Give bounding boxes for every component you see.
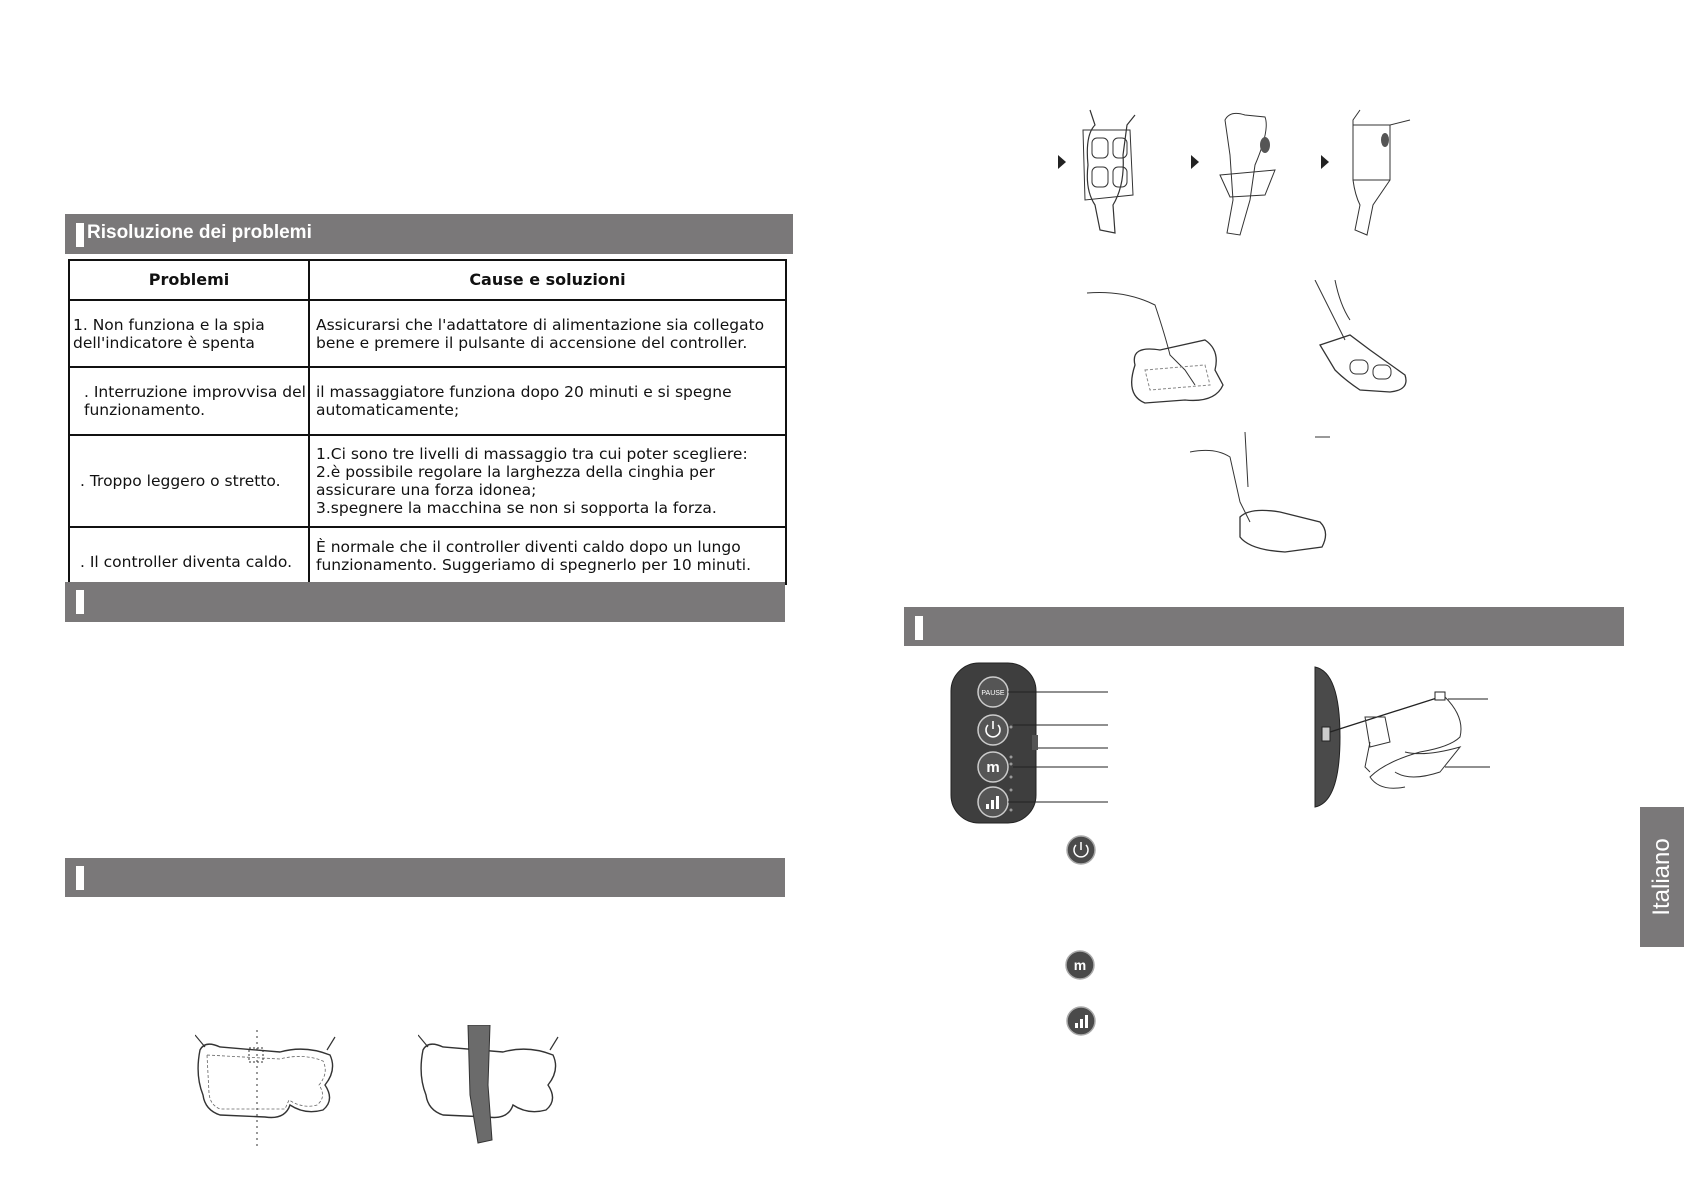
power-icon xyxy=(1065,834,1097,866)
table-header-row xyxy=(69,260,786,300)
troubleshooting-table xyxy=(68,259,787,585)
language-tab xyxy=(1640,807,1684,947)
problem-cell: . Il controller diventa caldo. xyxy=(69,527,309,584)
solution-cell: il massaggiatore funziona dopo 20 minuti e si spegne automaticamente; xyxy=(309,367,786,435)
section-bar-controller xyxy=(904,607,1624,646)
problem-cell: . Troppo leggero o stretto. xyxy=(69,435,309,527)
header-solutions: Cause e soluzioni xyxy=(309,260,786,300)
pause-button-label: PAUSE xyxy=(981,690,1005,697)
foot-wrap-illustration-1 xyxy=(1085,285,1225,410)
controller-front-illustration xyxy=(948,660,1118,825)
section-marker xyxy=(76,223,84,247)
header-problems: Problemi xyxy=(69,260,309,300)
solution-cell: Assicurarsi che l'adattatore di alimentazione sia collegato bene e premere il pulsante di accensione del controller. xyxy=(309,300,786,367)
section-bar-2 xyxy=(65,582,785,622)
mode-icon xyxy=(1064,949,1096,981)
troubleshooting-section-bar xyxy=(65,214,793,254)
table-row xyxy=(69,527,786,584)
mode-button-label: m xyxy=(986,759,1000,776)
wrap-illustration-2 xyxy=(418,1025,568,1150)
solution-line: 1.Ci sono tre livelli di massaggio tra cui poter scegliere: xyxy=(316,445,748,463)
troubleshooting-title: Risoluzione dei problemi xyxy=(87,222,312,243)
section-marker xyxy=(76,590,84,614)
intensity-icon xyxy=(1065,1005,1097,1037)
solution-line: 3.spegnere la macchina se non si sopporta la forza. xyxy=(316,499,717,517)
solution-cell: È normale che il controller diventi caldo dopo un lungo funzionamento. Suggeriamo di spegnerlo per 10 minuti. xyxy=(309,527,786,584)
table-row xyxy=(69,367,786,435)
language-tab-label: Italiano xyxy=(1648,838,1675,916)
solution-cell xyxy=(309,435,786,527)
section-marker xyxy=(76,866,84,890)
foot-wrap-illustration-3 xyxy=(1190,432,1340,557)
section-marker xyxy=(915,616,923,640)
table-row xyxy=(69,435,786,527)
solution-line: 2.è possibile regolare la larghezza della cinghia per assicurare una forza idonea; xyxy=(316,463,715,499)
wrap-illustration-1 xyxy=(195,1025,345,1150)
table-row xyxy=(69,300,786,367)
foot-wrap-illustration-2 xyxy=(1275,280,1415,405)
section-bar-3 xyxy=(65,858,785,897)
problem-cell: 1. Non funziona e la spia dell'indicatore è spenta xyxy=(69,300,309,367)
leg-wrap-steps-illustration xyxy=(1055,105,1415,240)
problem-cell: . Interruzione improvvisa del funzionamento. xyxy=(69,367,309,435)
mode-icon-glyph: m xyxy=(1073,957,1087,973)
controller-side-adapter-illustration xyxy=(1310,662,1495,812)
